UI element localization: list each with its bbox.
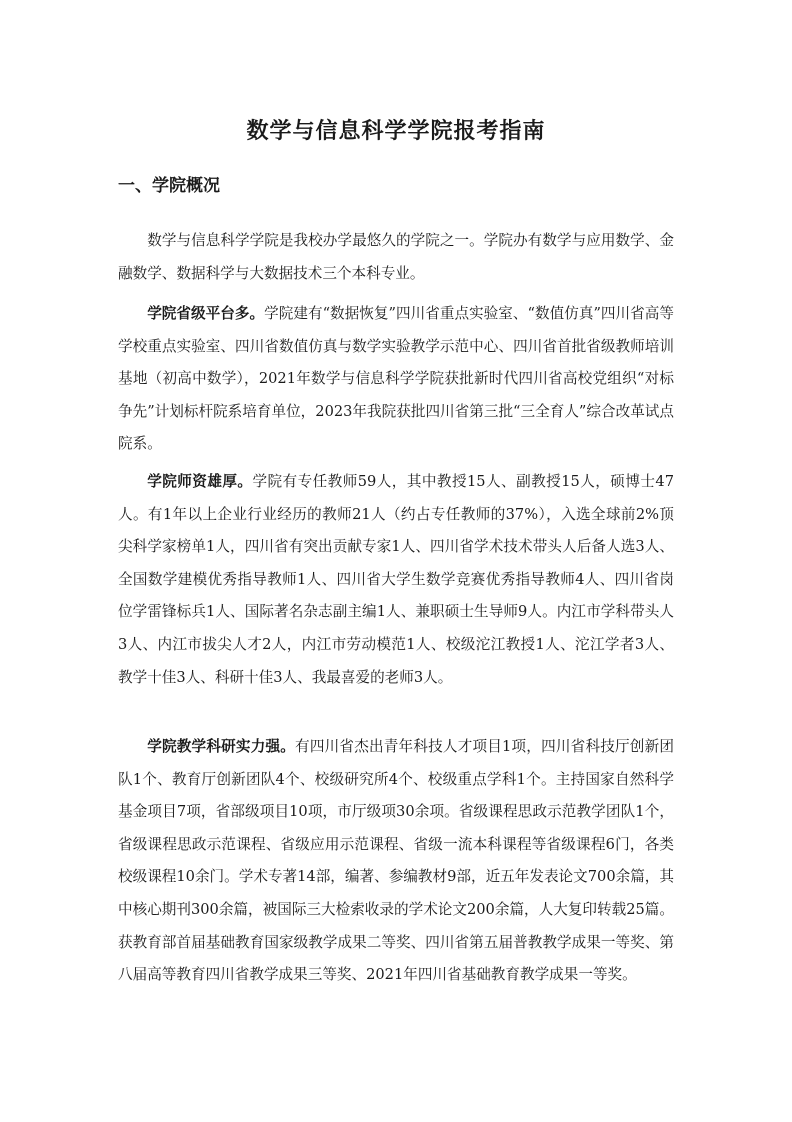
section-heading-overview: 一、学院概况 xyxy=(118,176,220,196)
faculty-text: 学院有专任教师59人，其中教授15人、副教授15人，硕博士47人。有1年以上企业行业经历的教师21人（约占专任教师的37%），入选全球前2%顶尖科学家榜单1人，四川省有突出贡献专家1人、四川省学术技术带头人后备人选3人、全国数学建模优秀指导教师1人、四川省大学生数学竞赛优秀指导教师4人、四川省岗位学雷锋标兵1人、国际著名杂志副主编1人、兼职硕士生导师9人。内江市学科带头人3人、内江市拔尖人才2人，内江市劳动模范1人、校级沱江教授1人、沱江学者3人、教学十佳3人、科研十佳3人、我最喜爱的老师3人。 xyxy=(118,473,674,686)
faculty-paragraph xyxy=(118,466,674,694)
platform-paragraph xyxy=(118,298,674,461)
document-title: 数学与信息科学学院报考指南 xyxy=(246,118,546,144)
research-lead: 学院教学科研实力强。 xyxy=(147,738,296,755)
research-text: 有四川省杰出青年科技人才项目1项，四川省科技厅创新团队1个、教育厅创新团队4个、校级研究所4个、校级重点学科1个。主持国家自然科学基金项目7项，省部级项目10项，市厅级项30余项。省级课程思政示范教学团队1个，省级课程思政示范课程、省级应用示范课程、省级一流本科课程等省级课程6门，各类校级课程10余门。学术专著14部，编著、参编教材9部，近五年发表论文700余篇，其中核心期刊300余篇，被国际三大检索收录的学术论文200余篇，人大复印转载25篇。获教育部首届基础教育国家级教学成果二等奖、四川省第五届普教教学成果一等奖、第八届高等教育四川省教学成果三等奖、2021年四川省基础教育教学成果一等奖。 xyxy=(118,738,674,984)
research-paragraph xyxy=(118,731,674,992)
platform-lead: 学院省级平台多。 xyxy=(147,305,265,322)
intro-paragraph: 数学与信息科学学院是我校办学最悠久的学院之一。学院办有数学与应用数学、金融数学、数据科学与大数据技术三个本科专业。 xyxy=(118,232,674,282)
platform-text: 学院建有“数据恢复”四川省重点实验室、“数值仿真”四川省高等学校重点实验室、四川省数值仿真与数学实验教学示范中心、四川省首批省级教师培训基地（初高中数学），2021年数学与信息科学学院获批新时代四川省高校党组织“对标争先”计划标杆院系培育单位，2023年我院获批四川省第三批“三全育人”综合改革试点院系。 xyxy=(118,305,674,453)
faculty-lead: 学院师资雄厚。 xyxy=(147,473,253,490)
